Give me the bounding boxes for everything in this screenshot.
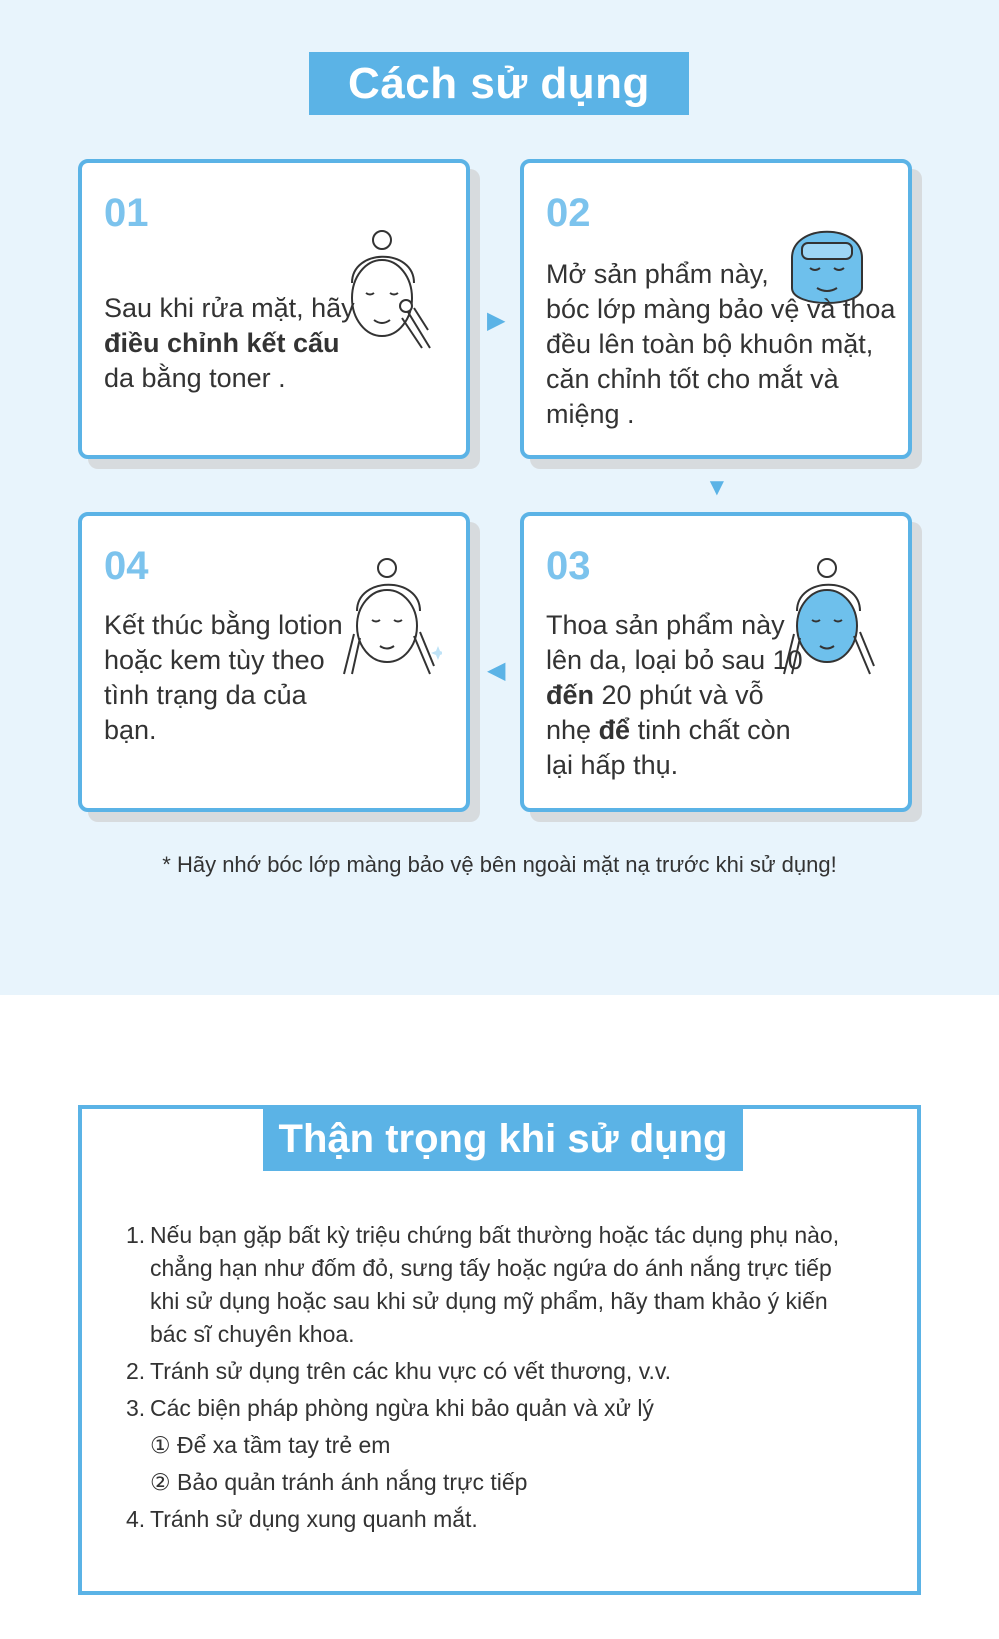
list-item-text: Các biện pháp phòng ngừa khi bảo quản và xử lý (150, 1395, 654, 1421)
face-toner-illustration (344, 228, 434, 368)
step-card-03 (520, 512, 912, 812)
list-item (126, 1219, 866, 1351)
footnote: * Hãy nhớ bóc lớp màng bảo vệ bên ngoài mặt nạ trước khi sử dụng! (162, 852, 837, 877)
list-item (126, 1503, 866, 1536)
list-item-index: 4. (126, 1506, 146, 1532)
list-item-index: 2. (126, 1358, 146, 1384)
list-item (126, 1392, 866, 1425)
arrow-down-icon: ▼ (705, 474, 729, 501)
step-text: Kết thúc bằng lotion hoặc kem tùy theo tình trạng da của bạn. (104, 610, 343, 745)
face-lotion-illustration (342, 556, 442, 696)
step-text: Thoa sản phẩm này lên da, loại bỏ sau 10 đến 20 phút và vỗ nhẹ để tinh chất còn lại hấp thụ. (546, 610, 803, 780)
step-card-04 (78, 512, 470, 812)
step-text: Mở sản phẩm này, bóc lớp màng bảo vệ và thoa đều lên toàn bộ khuôn mặt, căn chỉnh tốt cho mắt và miệng . (546, 259, 896, 429)
list-item-text: Tránh sử dụng xung quanh mắt. (150, 1506, 478, 1532)
step-card-02 (520, 159, 912, 459)
step-card-01 (78, 159, 470, 459)
list-item-text: Nếu bạn gặp bất kỳ triệu chứng bất thường hoặc tác dụng phụ nào, chẳng hạn như đốm đỏ, sưng tấy hoặc ngứa do ánh nắng trực tiếp khi sử dụng hoặc sau khi sử dụng mỹ phẩm, hãy tham khảo ý kiến bác sĩ chuyên khoa. (150, 1222, 840, 1347)
caution-box (78, 1105, 921, 1595)
step-text: Sau khi rửa mặt, hãy điều chỉnh kết cấu da bằng toner . (104, 293, 355, 393)
sub-list-item: ② Bảo quản tránh ánh nắng trực tiếp (150, 1469, 528, 1495)
arrow-right-icon: ▶ (487, 307, 506, 334)
arrow-left-icon: ◀ (487, 657, 506, 684)
caution-title: Thận trọng khi sử dụng (263, 1107, 743, 1171)
list-item-text: Tránh sử dụng trên các khu vực có vết thương, v.v. (150, 1358, 672, 1384)
face-mask-applied-illustration (782, 556, 882, 696)
step-number: 01 (104, 191, 149, 235)
list-item-index: 1. (126, 1222, 146, 1248)
step-number: 02 (546, 191, 591, 235)
usage-title: Cách sử dụng (309, 52, 689, 115)
list-item-index: 3. (126, 1395, 146, 1421)
list-item (126, 1355, 866, 1388)
step-number: 04 (104, 544, 149, 588)
caution-list (126, 1219, 866, 1540)
step-number: 03 (546, 544, 591, 588)
sub-list-item: ① Để xa tầm tay trẻ em (150, 1432, 391, 1458)
